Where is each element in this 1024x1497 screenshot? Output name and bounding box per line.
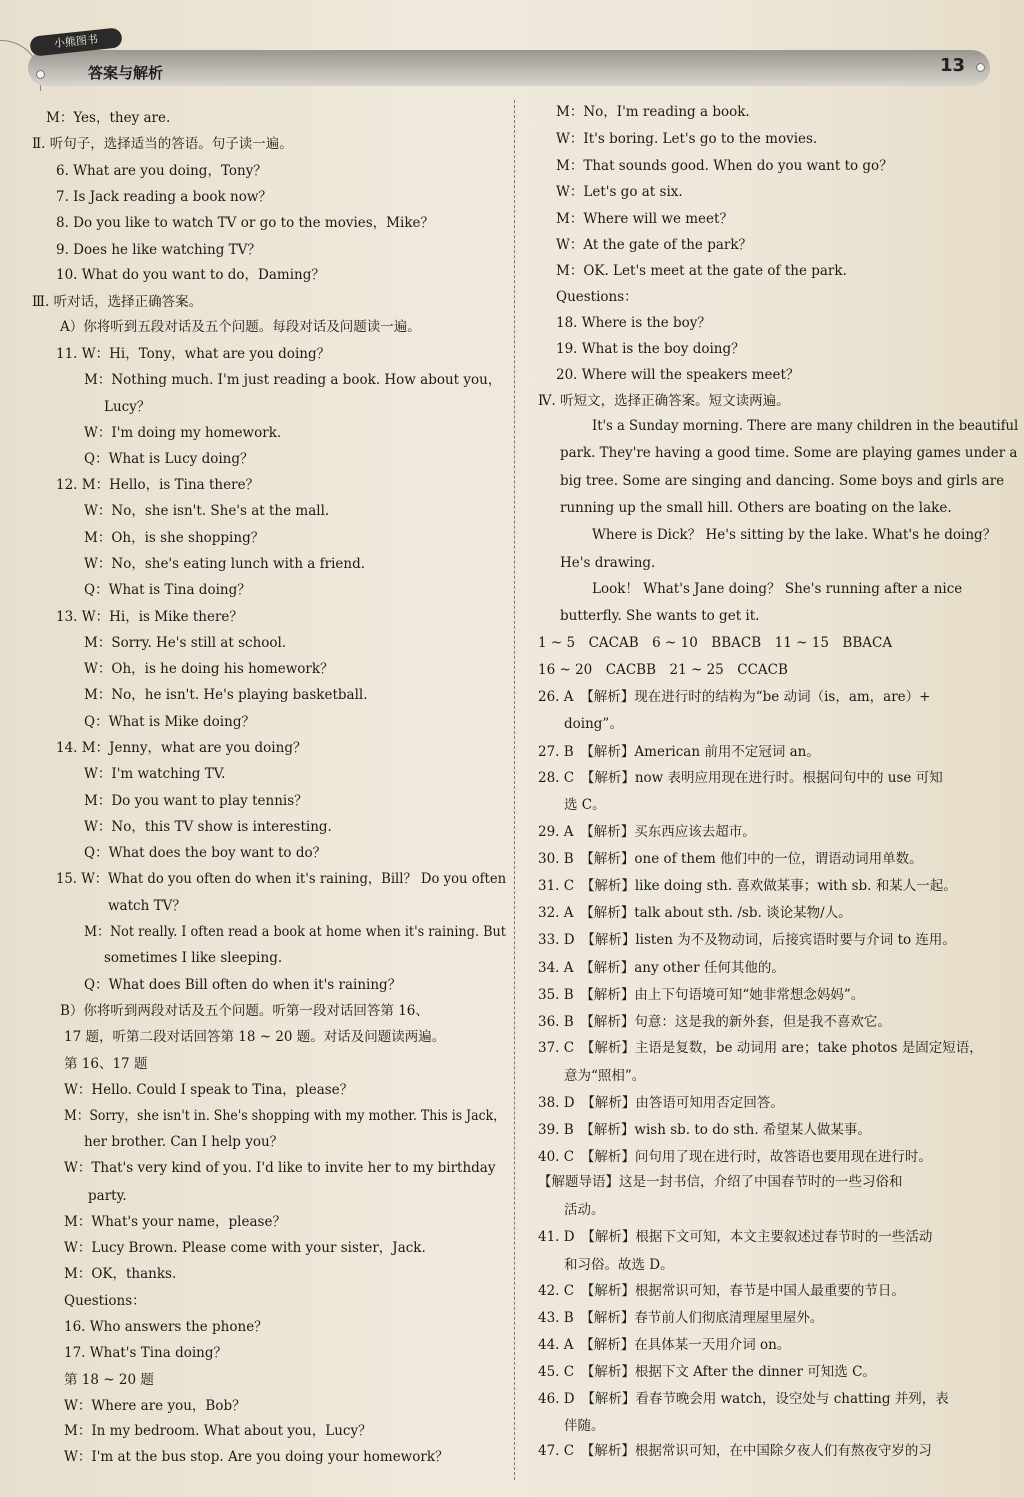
right-column-line: big tree. Some are singing and dancing. Some boys and girls are bbox=[560, 473, 1005, 489]
header-right-dot-icon bbox=[976, 63, 985, 72]
right-column-line: 19. What is the boy doing？ bbox=[556, 341, 745, 357]
right-column-line: running up the small hill. Others are boating on the lake. bbox=[560, 500, 952, 516]
right-column-line: 44. A 【解析】在具体某一天用介词 on。 bbox=[538, 1337, 791, 1353]
left-column-line: M：Oh，is she shopping？ bbox=[84, 530, 265, 546]
right-column-line: 37. C 【解析】主语是复数，be 动词用 are；take photos 是固定短语， bbox=[538, 1040, 983, 1056]
left-column-line: M：Sorry，she isn't in. She's shopping with my mother. This is Jack， bbox=[64, 1108, 506, 1124]
left-column-line: party. bbox=[88, 1188, 127, 1204]
right-column-line: 34. A 【解析】any other 任何其他的。 bbox=[538, 960, 785, 976]
right-column-line: 伴随。 bbox=[564, 1418, 605, 1434]
left-column-line: Q：What is Lucy doing？ bbox=[84, 451, 254, 467]
right-column-line: 33. D 【解析】listen 为不及物动词，后接宾语时要与介词 to 连用。 bbox=[538, 932, 956, 948]
left-column-line: 11. W：Hi，Tony，what are you doing？ bbox=[56, 346, 331, 362]
right-column-line: doing”。 bbox=[564, 716, 623, 732]
right-column-line: 36. B 【解析】句意：这是我的新外套，但是我不喜欢它。 bbox=[538, 1014, 891, 1030]
right-column-line: 18. Where is the boy？ bbox=[556, 315, 711, 331]
right-column-line: 42. C 【解析】根据常识可知，春节是中国人最重要的节日。 bbox=[538, 1283, 905, 1299]
right-column-line: 40. C 【解析】问句用了现在进行时，故答语也要用现在进行时。 bbox=[538, 1149, 932, 1165]
right-column-line: 45. C 【解析】根据下文 After the dinner 可知选 C。 bbox=[538, 1364, 876, 1380]
left-column-line: 12. M：Hello，is Tina there？ bbox=[56, 477, 260, 493]
right-column-line: Ⅳ. 听短文，选择正确答案。短文读两遍。 bbox=[538, 393, 790, 409]
left-column-line: Q：What does Bill often do when it's raining？ bbox=[84, 977, 402, 993]
left-column-line: W：I'm watching TV. bbox=[84, 766, 226, 782]
page-number: 13 bbox=[940, 55, 966, 76]
left-column-line: W：Oh，is he doing his homework？ bbox=[84, 661, 334, 677]
right-column-line: 意为“照相”。 bbox=[564, 1068, 646, 1084]
right-column-line: Look！ What's Jane doing？ She's running after a nice bbox=[592, 581, 963, 597]
left-column-line: M：No，he isn't. He's playing basketball. bbox=[84, 687, 368, 703]
right-column-line: 35. B 【解析】由上下句语境可知“她非常想念妈妈”。 bbox=[538, 987, 865, 1003]
right-column-line: 29. A 【解析】买东西应该去超市。 bbox=[538, 824, 756, 840]
column-divider bbox=[514, 100, 515, 1480]
left-column-line: 16. Who answers the phone？ bbox=[64, 1319, 268, 1335]
left-column-line: Q：What is Tina doing？ bbox=[84, 582, 251, 598]
right-column-line: Questions： bbox=[556, 289, 638, 305]
right-column-line: 39. B 【解析】wish sb. to do sth. 希望某人做某事。 bbox=[538, 1122, 871, 1138]
right-column-line: 28. C 【解析】now 表明应用现在进行时。根据问句中的 use 可知 bbox=[538, 770, 943, 786]
left-column-line: Ⅱ. 听句子，选择适当的答语。句子读一遍。 bbox=[32, 136, 293, 152]
left-column-line: Questions： bbox=[64, 1293, 146, 1309]
right-column-line: M：No，I'm reading a book. bbox=[556, 104, 750, 120]
header-left-dot-icon bbox=[36, 70, 45, 79]
left-column-line: M：Yes，they are. bbox=[46, 110, 171, 126]
left-column-line: M：In my bedroom. What about you，Lucy？ bbox=[64, 1423, 372, 1439]
right-column-line: 46. D 【解析】看春节晚会用 watch，设空处与 chatting 并列，表 bbox=[538, 1391, 949, 1407]
right-column-line: 26. A 【解析】现在进行时的结构为“be 动词（is，am，are）+ bbox=[538, 689, 931, 705]
right-column-line: 【解题导语】这是一封书信，介绍了中国春节时的一些习俗和 bbox=[538, 1174, 903, 1190]
brand-logo: 小熊图书 bbox=[29, 27, 123, 57]
right-column-line: 38. D 【解析】由答语可知用否定回答。 bbox=[538, 1095, 784, 1111]
right-column-line: 32. A 【解析】talk about sth. /sb. 谈论某物/人。 bbox=[538, 905, 852, 921]
right-column-line: park. They're having a good time. Some are playing games under a bbox=[560, 445, 1018, 461]
left-column-line: M：Do you want to play tennis？ bbox=[84, 793, 308, 809]
left-column-line: 8. Do you like to watch TV or go to the movies，Mike？ bbox=[56, 215, 434, 231]
left-column-line: W：I'm doing my homework. bbox=[84, 425, 282, 441]
right-column-line: 选 C。 bbox=[564, 797, 606, 813]
left-column-line: M：What's your name，please？ bbox=[64, 1214, 286, 1230]
left-column-line: 第 18 ~ 20 题 bbox=[64, 1372, 154, 1388]
left-column-line: M：OK，thanks. bbox=[64, 1266, 177, 1282]
left-column-line: W：Where are you，Bob？ bbox=[64, 1398, 246, 1414]
right-column-line: 27. B 【解析】American 前用不定冠词 an。 bbox=[538, 744, 820, 760]
left-column-line: 15. W：What do you often do when it's raining，Bill？ Do you often bbox=[56, 871, 507, 887]
left-column-line: W：No，she isn't. She's at the mall. bbox=[84, 503, 330, 519]
left-column-line: Lucy？ bbox=[104, 399, 151, 415]
right-column-line: 20. Where will the speakers meet？ bbox=[556, 367, 800, 383]
left-column-line: W：That's very kind of you. I'd like to invite her to my birthday bbox=[64, 1160, 496, 1176]
right-column-line: 活动。 bbox=[564, 1202, 605, 1218]
right-column-line: W：At the gate of the park？ bbox=[556, 237, 753, 253]
left-column-line: W：No，this TV show is interesting. bbox=[84, 819, 332, 835]
right-column-line: M：OK. Let's meet at the gate of the park. bbox=[556, 263, 847, 279]
right-column-line: 30. B 【解析】one of them 他们中的一位，谓语动词用单数。 bbox=[538, 851, 923, 867]
right-column-line: 和习俗。故选 D。 bbox=[564, 1257, 674, 1273]
left-column-line: 9. Does he like watching TV？ bbox=[56, 242, 261, 258]
right-column-line: 43. B 【解析】春节前人们彻底清理屋里屋外。 bbox=[538, 1310, 824, 1326]
left-column-line: W：I'm at the bus stop. Are you doing your homework？ bbox=[64, 1449, 449, 1465]
left-column-line: 17. What's Tina doing？ bbox=[64, 1345, 228, 1361]
left-column-line: Q：What is Mike doing？ bbox=[84, 714, 255, 730]
right-column-line: 31. C 【解析】like doing sth. 喜欢做某事；with sb. 和某人一起。 bbox=[538, 878, 957, 894]
left-column-line: 13. W：Hi，is Mike there？ bbox=[56, 609, 243, 625]
right-column-line: W：It's boring. Let's go to the movies. bbox=[556, 131, 818, 147]
left-column-line: W：Lucy Brown. Please come with your sister，Jack. bbox=[64, 1240, 426, 1256]
left-column-line: watch TV？ bbox=[108, 898, 186, 914]
left-column-line: A）你将听到五段对话及五个问题。每段对话及问题读一遍。 bbox=[60, 319, 421, 335]
left-column-line: M：Sorry. He's still at school. bbox=[84, 635, 287, 651]
right-column-line: 1 ~ 5 CACAB 6 ~ 10 BBACB 11 ~ 15 BBACA bbox=[538, 635, 893, 651]
left-column-line: sometimes I like sleeping. bbox=[104, 950, 283, 966]
left-column-line: M：Nothing much. I'm just reading a book. How about you， bbox=[84, 372, 502, 388]
left-column-line: her brother. Can I help you？ bbox=[84, 1134, 284, 1150]
right-column-line: butterfly. She wants to get it. bbox=[560, 608, 760, 624]
right-column-line: It's a Sunday morning. There are many children in the beautiful bbox=[592, 418, 1019, 434]
left-column-line: 6. What are you doing，Tony？ bbox=[56, 163, 267, 179]
left-column-line: W：No，she's eating lunch with a friend. bbox=[84, 556, 366, 572]
right-column-line: M：That sounds good. When do you want to go？ bbox=[556, 158, 893, 174]
left-column-line: B）你将听到两段对话及五个问题。听第一段对话回答第 16、 bbox=[60, 1003, 429, 1019]
section-title: 答案与解析 bbox=[88, 64, 164, 82]
right-column-line: 47. C 【解析】根据常识可知，在中国除夕夜人们有熬夜守岁的习 bbox=[538, 1443, 932, 1459]
left-column-line: 10. What do you want to do，Daming？ bbox=[56, 267, 325, 283]
left-column-line: Q：What does the boy want to do？ bbox=[84, 845, 327, 861]
right-column-line: W：Let's go at six. bbox=[556, 184, 683, 200]
left-column-line: 第 16、17 题 bbox=[64, 1056, 148, 1072]
right-column-line: Where is Dick？ He's sitting by the lake. What's he doing？ bbox=[592, 527, 997, 543]
left-column-line: 7. Is Jack reading a book now？ bbox=[56, 189, 272, 205]
right-column-line: 41. D 【解析】根据下文可知，本文主要叙述过春节时的一些活动 bbox=[538, 1229, 933, 1245]
left-column-line: M：Not really. I often read a book at home when it's raining. But bbox=[84, 924, 506, 940]
header-bar bbox=[28, 50, 990, 86]
left-column-line: Ⅲ. 听对话，选择正确答案。 bbox=[32, 294, 203, 310]
right-column-line: He's drawing. bbox=[560, 555, 656, 571]
left-column-line: 14. M：Jenny，what are you doing？ bbox=[56, 740, 307, 756]
right-column-line: M：Where will we meet？ bbox=[556, 211, 733, 227]
left-column-line: W：Hello. Could I speak to Tina，please？ bbox=[64, 1082, 354, 1098]
right-column-line: 16 ~ 20 CACBB 21 ~ 25 CCACB bbox=[538, 662, 788, 678]
left-column-line: 17 题，听第二段对话回答第 18 ~ 20 题。对话及问题读两遍。 bbox=[64, 1029, 446, 1045]
